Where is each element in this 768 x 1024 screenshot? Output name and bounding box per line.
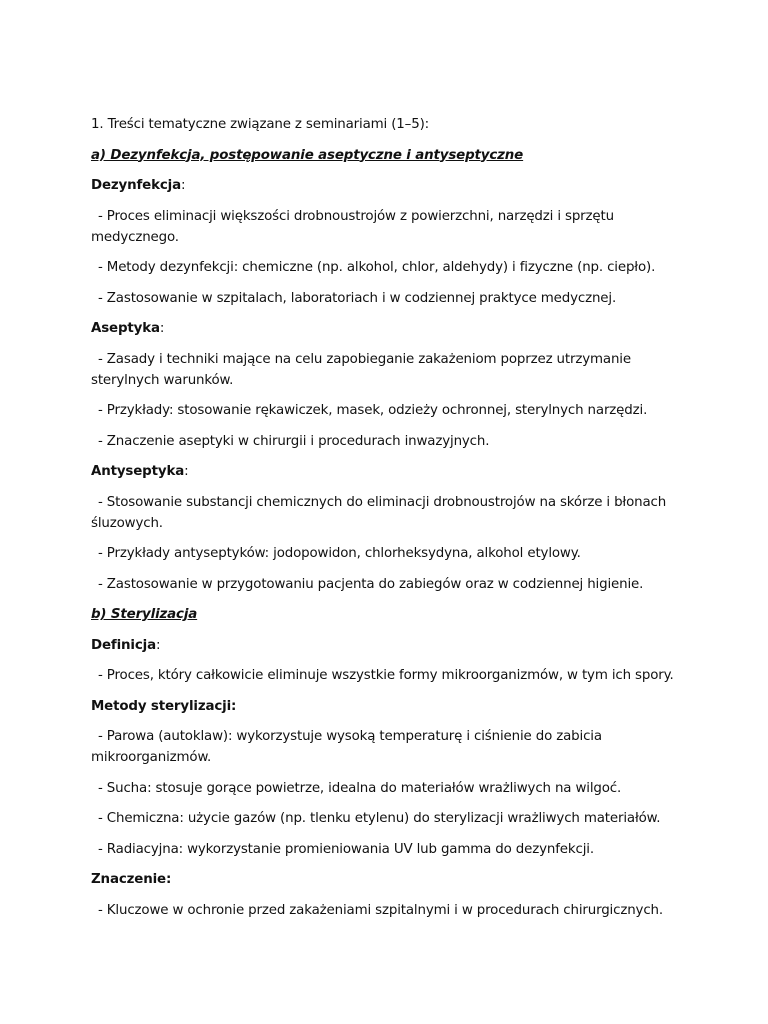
znaczenie-label: Znaczenie: — [91, 872, 172, 887]
section-b-title — [91, 604, 691, 625]
antyseptyka-label-line — [91, 461, 691, 482]
metody-item-2: - Sucha: stosuje gorące powietrze, idealna do materiałów wrażliwych na wilgoć. — [98, 780, 622, 796]
znaczenie-label-line — [91, 869, 691, 890]
antyseptyka-item-2: - Przykłady antyseptyków: jodopowidon, chlorheksydyna, alkohol etylowy. — [98, 546, 581, 561]
list-item — [91, 808, 691, 829]
list-item — [91, 257, 691, 278]
section-b-heading: b) Sterylizacja — [91, 607, 198, 622]
dezynfekcja-item-2: - Metody dezynfekcji: chemiczne (np. alkohol, chlor, aldehydy) i fizyczne (np. ciepło). — [98, 260, 656, 275]
definicja-label-line — [91, 635, 691, 656]
metody-item-4: - Radiacyjna: wykorzystanie promieniowania UV lub gamma do dezynfekcji. — [98, 841, 594, 857]
section-a-title — [91, 145, 691, 166]
aseptyka-label: Aseptyka — [91, 321, 160, 336]
antyseptyka-label: Antyseptyka — [91, 464, 185, 479]
list-item — [91, 839, 691, 860]
dezynfekcja-item-1: - Proces eliminacji większości drobnoustrojów z powierzchni, narzędzi i sprzętu medycznego. — [91, 208, 614, 245]
list-item — [91, 665, 691, 686]
definicja-label: Definicja — [91, 637, 156, 653]
list-item — [91, 492, 691, 534]
list-item — [91, 574, 691, 595]
aseptyka-item-2: - Przykłady: stosowanie rękawiczek, masek, odzieży ochronnej, sterylnych narzędzi. — [98, 403, 648, 418]
metody-label-line — [91, 696, 691, 717]
aseptyka-item-3: - Znaczenie aseptyki w chirurgii i procedurach inwazyjnych. — [98, 433, 490, 449]
list-item — [91, 288, 691, 309]
section-a-heading: a) Dezynfekcja, postępowanie aseptyczne i antyseptyczne — [91, 147, 524, 163]
list-item — [91, 349, 691, 391]
list-item — [91, 726, 691, 768]
dezynfekcja-label-line — [91, 175, 691, 196]
list-item — [91, 900, 691, 921]
dezynfekcja-item-3: - Zastosowanie w szpitalach, laboratoriach i w codziennej praktyce medycznej. — [98, 290, 617, 306]
aseptyka-colon: : — [159, 321, 165, 336]
list-item — [91, 778, 691, 799]
aseptyka-item-1: - Zasady i techniki mające na celu zapobieganie zakażeniom poprzez utrzymanie sterylnych warunków. — [91, 351, 631, 388]
metody-item-1: - Parowa (autoklaw): wykorzystuje wysoką temperaturę i ciśnienie do zabicia mikroorganizmów. — [91, 729, 602, 765]
list-item — [91, 431, 691, 452]
list-item — [91, 400, 691, 421]
dezynfekcja-colon: : — [180, 178, 186, 193]
antyseptyka-item-3: - Zastosowanie w przygotowaniu pacjenta do zabiegów oraz w codziennej higienie. — [98, 576, 644, 592]
znaczenie-item-1: - Kluczowe w ochronie przed zakażeniami szpitalnymi i w procedurach chirurgicznych. — [98, 902, 663, 918]
aseptyka-label-line — [91, 318, 691, 339]
dezynfekcja-label: Dezynfekcja — [91, 178, 181, 193]
list-item — [91, 206, 691, 248]
definicja-item-1: - Proces, który całkowicie eliminuje wszystkie formy mikroorganizmów, w tym ich spory. — [98, 668, 674, 683]
list-item — [91, 543, 691, 564]
metody-label: Metody sterylizacji: — [91, 698, 237, 714]
intro-line: 1. Treści tematyczne związane z seminariami (1–5): — [91, 117, 430, 132]
document-page — [91, 114, 691, 930]
antyseptyka-item-1: - Stosowanie substancji chemicznych do eliminacji drobnoustrojów na skórze i błonach śluzowych. — [91, 494, 667, 531]
antyseptyka-colon: : — [184, 464, 189, 479]
metody-item-3: - Chemiczna: użycie gazów (np. tlenku etylenu) do sterylizacji wrażliwych materiałów. — [98, 811, 661, 826]
definicja-colon: : — [155, 637, 161, 653]
